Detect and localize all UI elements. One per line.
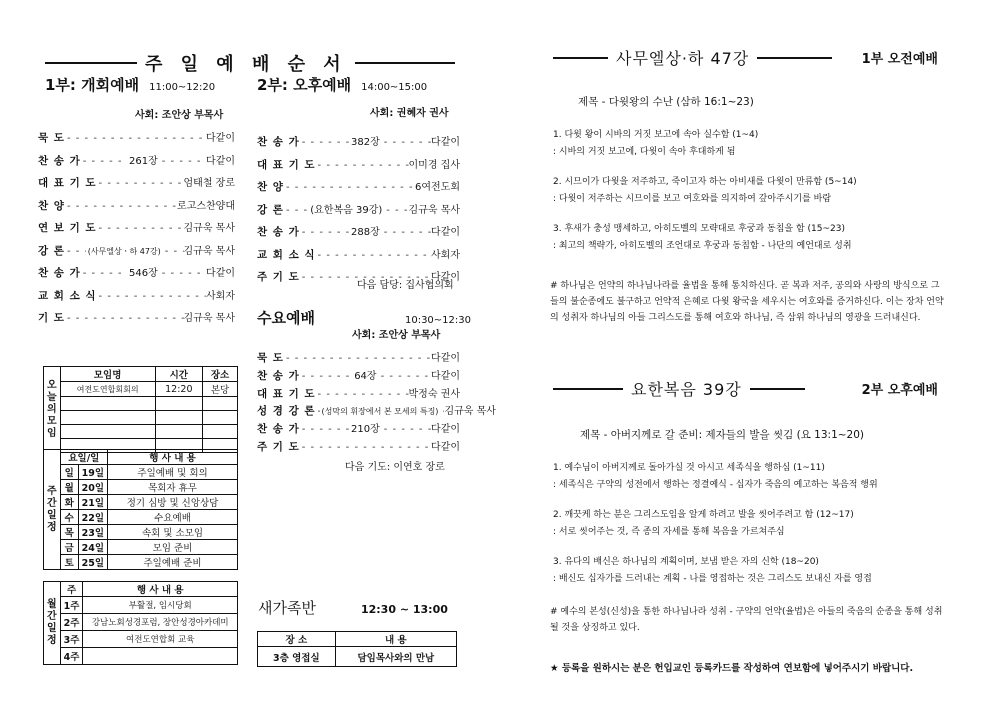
order-row <box>257 133 460 149</box>
sermon-point: 3. 후새가 충성 맹세하고, 아히도벨의 모략대로 후궁과 동침을 함 (15~23) <box>553 224 846 234</box>
dash-leader <box>284 182 415 193</box>
order-detail: 382장 <box>351 137 380 148</box>
today-side-label: 오늘의모임 <box>44 367 61 453</box>
order-detail: (요한복음 39강) <box>310 204 383 216</box>
table-row <box>44 495 238 510</box>
order-detail: 546장 <box>129 268 158 279</box>
order-row <box>38 242 235 258</box>
sermon-point: 2. 깨끗케 하는 분은 그리스도임을 알게 하려고 발을 씻어주려고 함 (12~17) <box>553 510 854 520</box>
table-cell: 20일 <box>78 480 107 495</box>
order-row <box>38 129 235 145</box>
order-of-worship-title-text: 주 일 예 배 순 서 <box>145 54 347 75</box>
sermon-point: : 서로 씻어주는 것, 즉 종의 자세를 통해 복음을 가르쳐주심 <box>553 527 785 537</box>
order-row <box>257 201 460 217</box>
table-cell <box>60 425 155 439</box>
service2-next: 다음 담당: 집사협의회 <box>357 280 454 291</box>
order-value: 다같이 <box>206 155 236 167</box>
sermon2-title: 요한복음 39강 <box>631 380 742 399</box>
table-row <box>44 555 238 570</box>
order-row <box>257 156 460 172</box>
table-cell: 12:20 <box>155 382 202 397</box>
order-detail: 64장 <box>354 370 377 382</box>
table-cell: 일 <box>60 465 78 480</box>
order-detail: 288장 <box>351 227 380 238</box>
registration-notice: ★ 등록을 원하시는 분은 헌입교인 등록카드를 작성하여 연보함에 넣어주시기 바랍니다. <box>550 663 914 674</box>
table-cell: 22일 <box>78 510 107 525</box>
sermon1-title: 사무엘상·하 47강 <box>616 49 750 68</box>
table-cell: 목 <box>60 525 78 540</box>
order-detail: 210장 <box>351 424 380 436</box>
table-cell: 속회 및 소모임 <box>108 525 238 540</box>
table-cell: 정기 심방 및 신앙상담 <box>108 495 238 510</box>
order-value: 김규욱 목사 <box>183 245 235 257</box>
wednesday-header <box>257 307 471 328</box>
service1-time: 11:00~12:20 <box>149 82 216 93</box>
sermon2-subject: 제목 - 아버지께로 갈 준비: 제자들의 발을 씻김 (요 13:1~20) <box>580 429 865 441</box>
sermon1-subject: 제목 - 다윗왕의 수난 (삼하 16:1~23) <box>578 96 754 108</box>
dash-leader <box>81 156 127 167</box>
dash-leader <box>97 178 184 189</box>
sermon1-service: 1부 오전예배 <box>861 52 938 67</box>
table-cell: 4주 <box>60 648 83 665</box>
table-cell: 1주 <box>60 597 83 614</box>
table-cell: 여전도연합회 교육 <box>83 631 238 648</box>
table-cell <box>83 648 238 665</box>
order-value: 엄태철 장로 <box>183 178 235 189</box>
table-cell: 금 <box>60 540 78 555</box>
dash-leader <box>284 353 431 364</box>
newcomer-name: 새가족반 <box>258 599 316 617</box>
order-value: 사회자 <box>431 249 460 261</box>
weekly-schedule-table <box>43 449 238 570</box>
dash-leader <box>379 371 431 382</box>
order-row <box>257 385 460 401</box>
dash-leader <box>97 223 184 234</box>
order-row <box>38 152 235 168</box>
dash-leader <box>160 156 206 167</box>
table-row <box>44 525 238 540</box>
order-row <box>257 349 460 365</box>
table-row <box>44 480 238 495</box>
order-label: 주 기 도 <box>257 441 300 453</box>
table-cell: 담임목사와의 만남 <box>335 647 456 667</box>
order-label: 찬 송 가 <box>38 267 81 279</box>
order-row <box>257 402 496 418</box>
order-row <box>38 174 235 190</box>
table-cell: 월 <box>60 480 78 495</box>
order-label: 찬 양 <box>257 181 284 193</box>
table-header: 요일/일 <box>60 450 107 465</box>
order-label: 대 표 기 도 <box>257 387 316 400</box>
table-header: 시간 <box>155 367 202 382</box>
dash-leader <box>382 137 431 148</box>
sermon2-title-bar <box>553 377 938 400</box>
sermon-point: : 최고의 책략가, 아히도벨의 조언대로 후궁과 동침함 - 나단의 예언대로 성취 <box>553 241 852 251</box>
table-cell: 3층 영접실 <box>258 647 336 667</box>
table-cell: 25일 <box>78 555 107 570</box>
order-label: 교 회 소 식 <box>257 248 316 261</box>
order-value: 다같이 <box>206 133 235 144</box>
order-row <box>257 367 460 383</box>
table-cell: 수요예배 <box>108 510 238 525</box>
table-row <box>44 397 238 411</box>
order-label: 강 론 <box>38 244 65 257</box>
table-header: 내 용 <box>335 632 456 647</box>
order-value: 이미경 집사 <box>408 159 460 171</box>
order-label: 찬 송 가 <box>257 136 300 148</box>
table-cell: 강남노회성경포럼, 장안성경아카데미 <box>83 614 238 631</box>
table-row <box>44 411 238 425</box>
table-cell <box>155 397 202 411</box>
sermon-point: : 세족식은 구약의 성전에서 행하는 정결예식 - 십자가 죽음의 예고하는 복음적 행위 <box>553 480 878 490</box>
order-value: 6여전도회 <box>414 182 460 193</box>
sermon2-service: 2부 오후예배 <box>861 383 938 398</box>
table-cell: 21일 <box>78 495 107 510</box>
order-label: 찬 송 가 <box>38 154 81 167</box>
order-value: 다같이 <box>431 227 461 238</box>
dash-leader <box>65 313 184 324</box>
newcomer-table <box>257 631 457 667</box>
table-row <box>44 597 238 614</box>
order-value: 김규욱 목사 <box>183 313 235 324</box>
order-value: 로고스찬양대 <box>177 200 235 212</box>
table-row <box>44 382 238 397</box>
table-cell: 24일 <box>78 540 107 555</box>
order-label: 주 기 도 <box>257 271 300 283</box>
table-header: 행 사 내 용 <box>83 582 238 597</box>
sermon-point: : 시바의 거짓 보고에, 다윗이 속아 후대하게 됨 <box>553 147 736 157</box>
table-header: 행 사 내 용 <box>108 450 238 465</box>
order-value: 다같이 <box>206 268 236 279</box>
order-value: 김규욱 목사 <box>444 406 496 418</box>
table-header: 장 소 <box>258 632 336 647</box>
order-label: 묵 도 <box>257 352 284 364</box>
order-detail: (성막의 휘장에서 본 모세의 특징) <box>321 407 439 417</box>
table-cell <box>203 425 238 439</box>
order-row <box>257 178 460 194</box>
dash-leader <box>65 133 206 144</box>
order-value: 다같이 <box>431 272 460 283</box>
service1-header <box>45 74 215 95</box>
table-row <box>44 631 238 648</box>
table-cell: 수 <box>60 510 78 525</box>
order-row <box>38 309 235 325</box>
monthly-side-label: 월간일정 <box>44 582 61 665</box>
dash-leader <box>284 205 308 216</box>
table-cell <box>203 397 238 411</box>
table-cell: 주일예배 및 회의 <box>108 465 238 480</box>
order-label: 성 경 강 론 <box>257 405 316 418</box>
table-header: 장소 <box>203 367 238 382</box>
wednesday-name: 수요예배 <box>257 309 315 327</box>
wednesday-time: 10:30~12:30 <box>404 315 471 326</box>
order-label: 묵 도 <box>38 132 65 144</box>
service2-presider: 사회: 권혜자 권사 <box>370 108 449 119</box>
service1-presider: 사회: 조안상 부목사 <box>135 110 224 121</box>
sermon-point: 1. 다윗 왕이 시바의 거짓 보고에 속아 실수함 (1~4) <box>553 130 759 140</box>
sermon-point: 3. 유다의 배신은 하나님의 계획이며, 보냄 받은 자의 신학 (18~20) <box>553 557 819 567</box>
table-header: 모임명 <box>60 367 155 382</box>
order-value: 박정숙 권사 <box>408 388 460 400</box>
table-cell: 목회자 휴무 <box>108 480 238 495</box>
dash-leader <box>382 227 431 238</box>
dash-leader <box>316 160 409 171</box>
table-cell <box>203 411 238 425</box>
sermon-point: 2. 시므이가 다윗을 저주하고, 죽이고자 하는 아비새를 다윗이 만류함 (5~14) <box>553 177 857 187</box>
table-cell: 본당 <box>203 382 238 397</box>
order-row <box>38 264 235 280</box>
sermon-point: : 다윗이 저주하는 시므이를 보고 여호와를 의지하여 갚아주시기를 바람 <box>553 194 832 204</box>
order-label: 기 도 <box>38 312 65 324</box>
order-detail: 261장 <box>129 155 158 167</box>
order-detail: (사무엘상ㆍ하 47강) <box>87 246 161 256</box>
dash-leader <box>300 371 352 382</box>
table-row <box>44 465 238 480</box>
order-label: 찬 양 <box>38 199 65 212</box>
newcomer-time: 12:30 ~ 13:00 <box>360 603 448 616</box>
table-header: 주 <box>60 582 83 597</box>
order-value: 다같이 <box>431 137 461 148</box>
order-row <box>257 438 460 454</box>
order-label: 찬 송 가 <box>257 369 300 382</box>
order-value: 다같이 <box>431 353 460 364</box>
monthly-schedule-table <box>43 581 238 665</box>
dash-leader <box>65 246 86 257</box>
order-value: 다같이 <box>431 370 460 382</box>
weekly-side-label: 주간일정 <box>44 450 61 570</box>
table-row <box>44 614 238 631</box>
service2-header <box>257 74 427 95</box>
order-row <box>38 219 235 235</box>
newcomer-header <box>258 597 448 618</box>
table-cell: 2주 <box>60 614 83 631</box>
sermon2-summary: # 예수의 본성(신성)을 통한 하나님나라 성취 - 구약의 언약(율법)은 아들의 죽음의 순종을 통해 성취될 것을 상징하고 있다. <box>550 607 943 633</box>
order-label: 연 보 기 도 <box>38 222 97 234</box>
dash-leader <box>300 227 349 238</box>
order-row <box>38 287 235 303</box>
wednesday-presider: 사회: 조안상 부목사 <box>352 330 441 341</box>
dash-leader <box>97 291 206 302</box>
service2-time: 14:00~15:00 <box>361 82 428 93</box>
order-row <box>257 246 460 262</box>
sermon-point: : 배신도 십자가를 드러내는 계획 - 나를 영접하는 것은 그리스도 보내신 자를 영접 <box>553 574 872 584</box>
wednesday-next: 다음 기도: 이연호 장로 <box>345 462 445 473</box>
order-value: 다같이 <box>431 424 461 436</box>
order-row <box>257 223 460 239</box>
order-value: 김규욱 목사 <box>183 223 235 234</box>
table-cell: 여전도연합회회의 <box>60 382 155 397</box>
order-value: 다같이 <box>431 442 460 453</box>
dash-leader <box>81 268 127 279</box>
service1-name: 1부: 개회예배 <box>45 76 140 94</box>
order-label: 찬 송 가 <box>257 226 300 238</box>
today-meetings-table <box>43 366 238 453</box>
table-cell: 화 <box>60 495 78 510</box>
dash-leader <box>384 205 408 216</box>
table-cell <box>155 425 202 439</box>
dash-leader <box>65 201 177 212</box>
table-cell <box>155 411 202 425</box>
table-cell: 모임 준비 <box>108 540 238 555</box>
order-label: 교 회 소 식 <box>38 289 97 302</box>
order-value: 사회자 <box>206 290 235 302</box>
order-label: 찬 송 가 <box>257 423 300 436</box>
dash-leader <box>300 137 349 148</box>
table-cell: 토 <box>60 555 78 570</box>
order-value: 김규욱 목사 <box>408 204 461 216</box>
dash-leader <box>300 442 431 453</box>
table-cell: 3주 <box>60 631 83 648</box>
order-row <box>257 420 460 436</box>
dash-leader <box>316 250 431 261</box>
order-of-worship-title <box>45 50 455 76</box>
table-cell: 19일 <box>78 465 107 480</box>
table-cell: 23일 <box>78 525 107 540</box>
table-row <box>44 540 238 555</box>
table-cell <box>60 397 155 411</box>
order-label: 대 표 기 도 <box>38 177 97 189</box>
table-cell: 부활절, 임시당회 <box>83 597 238 614</box>
table-row <box>258 647 457 667</box>
table-row <box>44 648 238 665</box>
sermon1-summary: # 하나님은 언약의 하나님나라를 율법을 통해 통치하신다. 곧 복과 저주, 공의와 사랑의 방식으로 그들의 불순종에도 불구하고 언약적 은혜로 다윗 왕국을 세우시는 여호와를 증거하신다. 이는 장차 언약의 성취자 하나님의 아들 그리스도를 통해 여호와 하나님, 즉 삼위 하나님의 영광을 드러내신다. <box>550 281 944 323</box>
sermon1-title-bar <box>553 46 938 69</box>
service2-name: 2부: 오후예배 <box>257 76 352 94</box>
table-cell <box>60 411 155 425</box>
table-row <box>44 510 238 525</box>
order-label: 대 표 기 도 <box>257 158 316 171</box>
dash-leader <box>300 424 349 435</box>
dash-leader <box>160 268 206 279</box>
dash-leader <box>163 246 184 257</box>
table-row <box>44 425 238 439</box>
dash-leader <box>382 424 431 435</box>
order-label: 강 론 <box>257 203 284 216</box>
order-row <box>38 197 235 213</box>
dash-leader <box>316 389 409 400</box>
table-cell: 주일예배 준비 <box>108 555 238 570</box>
sermon-point: 1. 예수님이 아버지께로 돌아가실 것 아시고 세족식을 행하심 (1~11) <box>553 463 825 473</box>
